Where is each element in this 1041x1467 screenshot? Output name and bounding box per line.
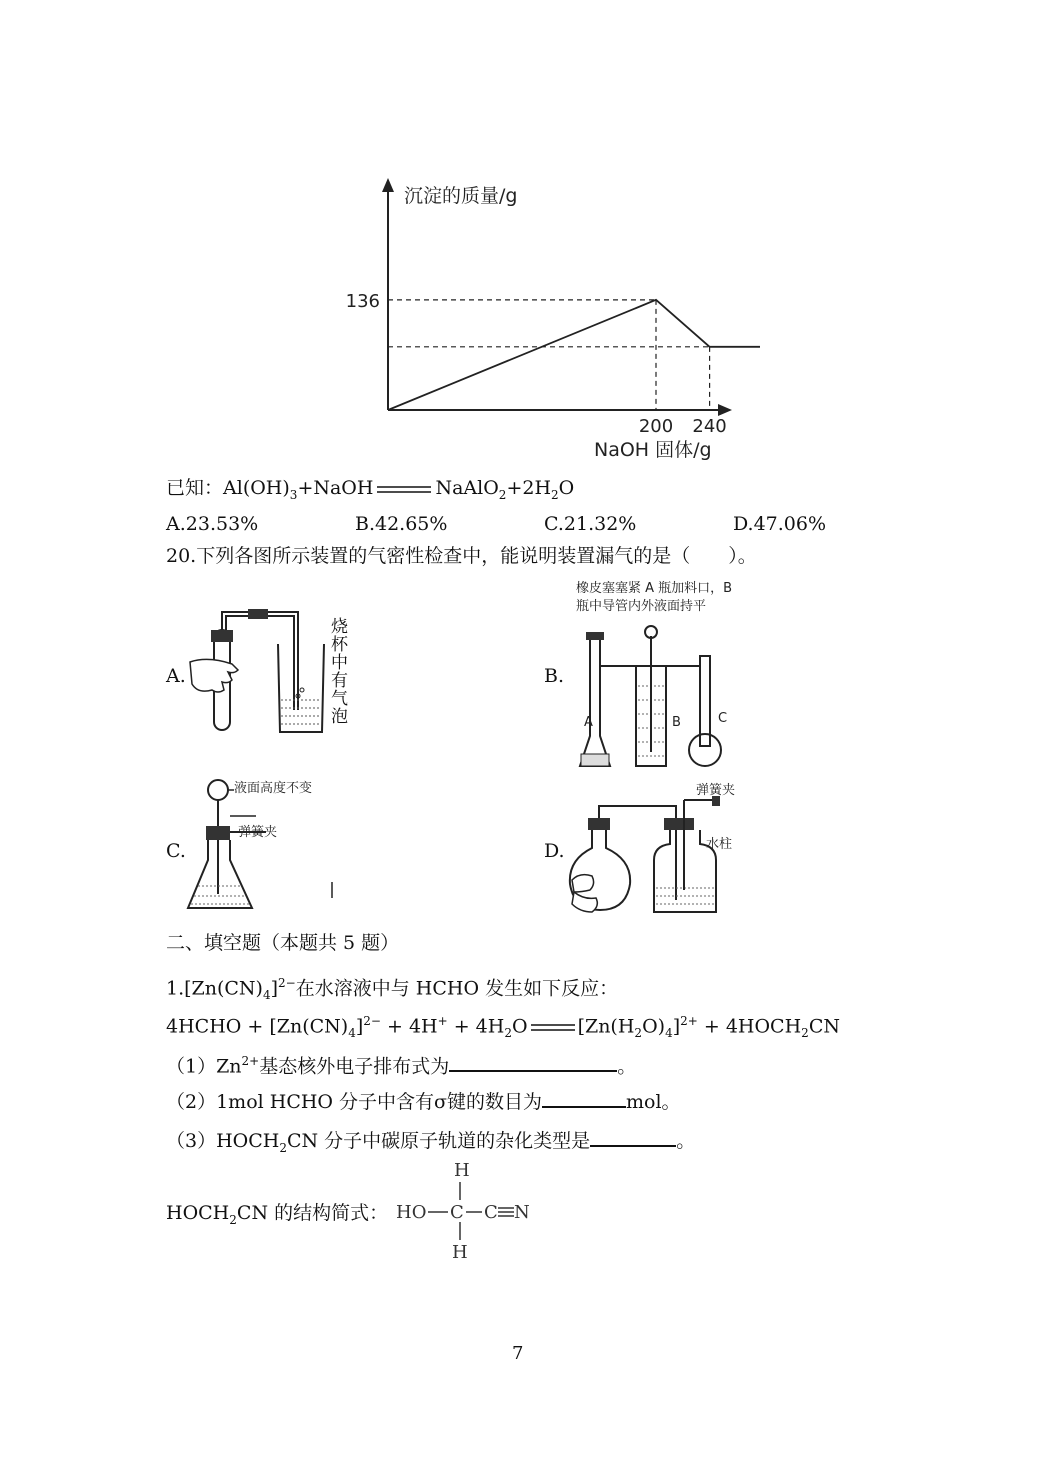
eq-part: O xyxy=(558,477,575,499)
structure-label xyxy=(166,1201,388,1232)
figure-b-caption-1: 橡皮塞塞紧 A 瓶加料口，B xyxy=(576,581,733,596)
eq-sub: 2 xyxy=(504,1026,512,1041)
figure-c-label: C. xyxy=(166,840,186,862)
sub-question-2 xyxy=(166,1088,681,1114)
figure-d-label: D. xyxy=(544,840,565,862)
struct-c1: C xyxy=(450,1202,464,1223)
eq-part: Al(OH) xyxy=(223,477,290,499)
figure-a-caption: 烧杯中有气泡 xyxy=(331,617,348,727)
series-line xyxy=(388,300,760,410)
page-number: 7 xyxy=(512,1343,524,1364)
figure-c-caption-2: 弹簧夹 xyxy=(238,825,278,840)
eq-part: + 4H xyxy=(380,1015,438,1038)
q-part: 。 xyxy=(676,1130,696,1152)
eq-sub: 4 xyxy=(348,1026,356,1041)
figure-c-caption-1: 液面高度不变 xyxy=(234,781,313,796)
eq-sup: 2− xyxy=(363,1014,381,1028)
eq-part: O) xyxy=(642,1015,666,1038)
figure-c-apparatus xyxy=(186,774,346,916)
struct-c2: C xyxy=(484,1202,498,1223)
x-tick-label: 240 xyxy=(692,416,727,437)
option-b: B.42.65% xyxy=(355,513,448,535)
eq-sub: 2 xyxy=(634,1026,643,1041)
equals-sign xyxy=(529,1021,577,1033)
figure-b-label: B. xyxy=(544,665,565,687)
figure-d-apparatus xyxy=(566,780,746,916)
equals-sign xyxy=(375,483,433,495)
struct-h-top: H xyxy=(454,1160,470,1181)
struct-part: HOCH xyxy=(166,1202,230,1224)
sub-question-1 xyxy=(166,1049,636,1078)
stem-part: 1.[Zn(CN) xyxy=(166,977,263,1000)
y-axis-label: 沉淀的质量/g xyxy=(404,185,518,207)
x-axis-label: NaOH 固体/g xyxy=(594,439,712,461)
x-axis-arrow xyxy=(718,404,732,416)
answer-blank-3[interactable] xyxy=(590,1127,676,1147)
q-part: （1）Zn xyxy=(166,1055,242,1078)
figure-d-caption-2: 水柱 xyxy=(706,837,733,852)
y-tick-label: 136 xyxy=(345,290,380,312)
eq-part: 4HCHO + [Zn(CN) xyxy=(166,1015,349,1038)
question-20-stem: 20.下列各图所示装置的气密性检查中，能说明装置漏气的是（ ）。 xyxy=(166,545,757,567)
figure-a-label: A. xyxy=(166,665,186,687)
stem-part: ] xyxy=(270,977,279,1000)
eq-sup: 2+ xyxy=(680,1014,698,1028)
svg-text:C: C xyxy=(718,711,728,726)
eq-sup: + xyxy=(437,1014,448,1028)
known-equation xyxy=(166,476,574,507)
eq-sub: 2 xyxy=(551,487,559,502)
q-part: CN 分子中碳原子轨道的杂化类型是 xyxy=(286,1130,591,1152)
stem-sup: 2− xyxy=(278,976,296,990)
question-1-stem xyxy=(166,971,618,1007)
eq-sub: 2 xyxy=(801,1026,809,1041)
eq-part: +NaOH xyxy=(297,477,374,499)
section-heading: 二、填空题（本题共 5 题） xyxy=(166,932,400,954)
y-axis-arrow xyxy=(382,178,394,192)
x-tick-label: 200 xyxy=(638,416,674,437)
eq-sub: 2 xyxy=(498,487,507,502)
q-sup: 2+ xyxy=(241,1054,260,1068)
answer-blank-1[interactable] xyxy=(449,1052,617,1072)
option-d: D.47.06% xyxy=(733,513,827,535)
option-a: A.23.53% xyxy=(166,513,259,535)
figure-b-apparatus xyxy=(566,576,756,772)
structural-formula xyxy=(392,1158,542,1262)
stem-sub: 4 xyxy=(262,988,271,1003)
eq-part: O xyxy=(512,1015,528,1038)
figure-d-caption-1: 弹簧夹 xyxy=(696,783,736,798)
sub-question-3 xyxy=(166,1127,695,1160)
svg-text:B: B xyxy=(672,715,681,730)
struct-h-bottom: H xyxy=(452,1242,468,1262)
struct-ho: HO xyxy=(396,1202,427,1223)
svg-text:A: A xyxy=(584,715,593,730)
eq-part: +2H xyxy=(506,477,552,499)
reaction-equation xyxy=(166,1009,840,1045)
precipitate-mass-chart xyxy=(340,170,760,470)
figure-b-caption-2: 瓶中导管内外液面持平 xyxy=(576,599,707,614)
q-sub: 2 xyxy=(279,1140,287,1155)
struct-sub: 2 xyxy=(229,1212,237,1227)
eq-part: + 4HOCH xyxy=(697,1015,802,1038)
q-part: （3）HOCH xyxy=(166,1130,280,1152)
answer-blank-2[interactable] xyxy=(542,1088,626,1108)
q-part: （2）1mol HCHO 分子中含有σ键的数目为 xyxy=(166,1091,543,1113)
eq-part: [Zn(H xyxy=(577,1015,635,1038)
eq-part: ] xyxy=(355,1015,364,1038)
eq-sub: 3 xyxy=(289,487,298,502)
known-label: 已知： xyxy=(166,477,224,499)
q-part: 基态核外电子排布式为 xyxy=(259,1055,450,1078)
struct-n: N xyxy=(514,1202,530,1223)
eq-part: NaAlO xyxy=(435,477,499,499)
option-c: C.21.32% xyxy=(544,513,637,535)
stem-part: 在水溶液中与 HCHO 发生如下反应： xyxy=(295,977,619,1000)
eq-part: + 4H xyxy=(447,1015,505,1038)
q-part: mol。 xyxy=(626,1091,681,1113)
eq-sub: 4 xyxy=(665,1026,673,1041)
q-part: 。 xyxy=(617,1055,637,1078)
eq-part: ] xyxy=(672,1015,681,1038)
eq-part: CN xyxy=(808,1015,840,1038)
struct-part: CN 的结构简式： xyxy=(236,1202,389,1224)
